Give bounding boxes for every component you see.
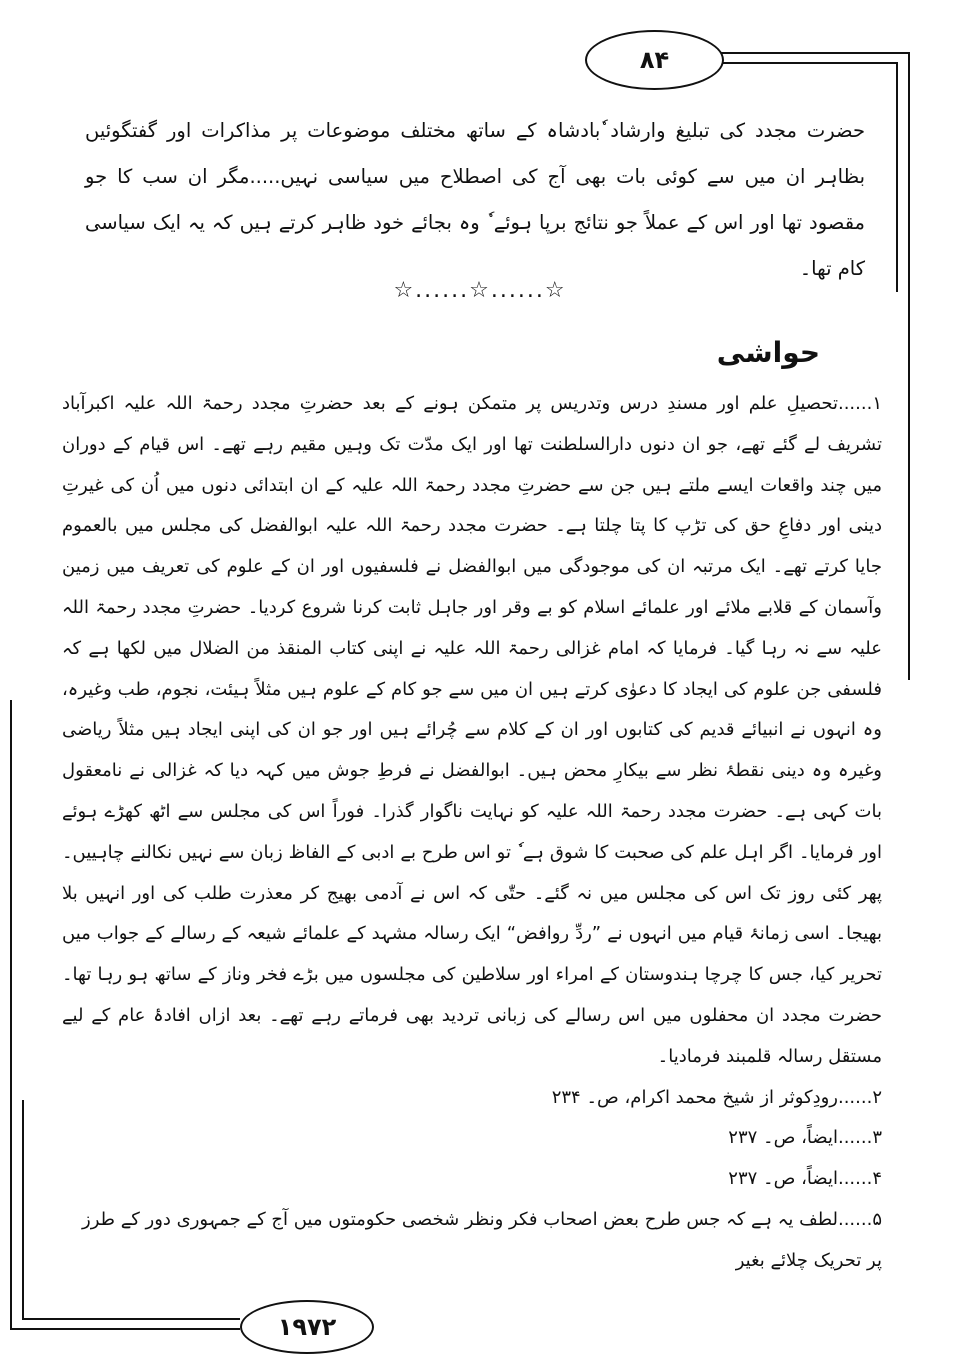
frame-right-inner	[896, 62, 898, 292]
footnote-1	[62, 384, 882, 1078]
footnotes-list	[62, 384, 882, 1282]
page-number-bottom	[240, 1300, 374, 1354]
frame-left-inner	[22, 1100, 24, 1318]
footnote-4-text: ایضاً، ص۔ ۲۳۷	[728, 1168, 838, 1190]
frame-right-outer	[908, 52, 910, 680]
frame-bottom-line	[10, 1328, 240, 1330]
frame-top-line-inner	[720, 62, 898, 64]
footnote-5	[62, 1200, 882, 1282]
footnote-3	[62, 1118, 882, 1159]
footnote-1-text: تحصیلِ علم اور مسندِ درس وتدریس پر متمکن ہونے کے بعد حضرتِ مجدد رحمۃ اللہ علیہ اکبرآباد تشریف لے گئے تھے، جو ان دنوں دارالسلطنت تھا اور ایک مدّت تک وہیں مقیم رہے تھے۔ اس قیام کے دوران میں چند واقعات ایسے ملتے ہیں جن سے حضرتِ مجدد رحمۃ اللہ علیہ کے ان ابتدائی دنوں میں اُن کی غیرتِ دینی اور دفاعِ حق کی تڑپ کا پتا چلتا ہے۔ حضرت مجدد رحمۃ اللہ علیہ ابوالفضل کی مجلس میں بالعموم جایا کرتے تھے۔ ایک مرتبہ ان کی موجودگی میں ابوالفضل نے فلسفیوں اور ان کے علوم کی تعریف میں زمین وآسمان کے قلابے ملائے اور علمائے اسلام کو بے وقر اور جاہل ثابت کرنا شروع کردیا۔ حضرتِ مجدد رحمۃ اللہ علیہ سے نہ رہا گیا۔ فرمایا کہ امام غزالی رحمۃ اللہ علیہ نے اپنی کتاب المنقذ من الضلال میں لکھا ہے کہ فلسفی جن علوم کی ایجاد کا دعوٰی کرتے ہیں ان میں سے جو کام کے علوم ہیں مثلاً ہیئت، نجوم، طب وغیرہ، وہ انہوں نے انبیائے قدیم کی کتابوں اور ان کے کلام سے چُرائے ہیں اور جو ان کی اپنی ایجاد ہیں مثلاً ریاضی وغیرہ وہ دینی نقطۂ نظر سے بیکارِ محض ہیں۔ ابوالفضل نے فرطِ جوش میں کہہ دیا کہ غزالی نے نامعقول بات کہی ہے۔ حضرت مجدد رحمۃ اللہ علیہ کو نہایت ناگوار گذرا۔ فوراً اس کی مجلس سے اٹھ کھڑے ہوئے اور فرمایا۔ اگر اہل علم کی صحبت کا شوق ہے ٗ تو اس طرح بے ادبی کے الفاظ زبان سے نہیں نکالنے چاہییں۔ پھر کئی روز تک اس کی مجلس میں نہ گئے۔ حتّٰی کہ اس نے آدمی بھیج کر معذرت طلب کی اور انہیں بلا بھیجا۔ اسی زمانۂ قیام میں انہوں نے ”ردِّ روافض“ ایک رسالہ مشہد کے علمائے شیعہ کے رسالے کے جواب میں تحریر کیا، جس کا چرچا ہندوستان کے امراء اور سلاطین کی مجلسوں میں بڑے فخر وناز کے ساتھ ہو رہا تھا۔ حضرت مجدد ان محفلوں میں اس رسالے کی زبانی تردید بھی فرماتے رہے تھے۔ بعد ازاں افادۂ عام کے لیے مستقل رسالہ قلمبند فرمادیا۔	[62, 393, 882, 1067]
footnote-2-number: ۲......	[837, 1086, 882, 1108]
frame-left-outer	[10, 700, 12, 1328]
footnote-2	[62, 1078, 882, 1119]
footnote-1-number: ۱......	[837, 393, 882, 414]
footnote-3-number: ۳......	[837, 1127, 882, 1149]
footnote-5-number: ۵......	[837, 1208, 882, 1230]
footnote-4-number: ۴......	[837, 1168, 882, 1190]
footnote-4	[62, 1159, 882, 1200]
page-number-bottom-text: ۱۹۷۲	[277, 1313, 337, 1341]
page-number-top-text: ۸۴	[639, 46, 670, 74]
footnote-3-text: ایضاً، ص۔ ۲۳۷	[728, 1127, 838, 1149]
footnote-2-text: رودِکوثر از شیخ محمد اکرام، ص۔ ۲۳۴	[551, 1086, 838, 1108]
body-paragraph: حضرت مجدد کی تبلیغ وارشاد ٗبادشاہ کے ساتھ مختلف موضوعات پر مذاکرات اور گفتگوئیں بظاہر ان میں سے کوئی بات بھی آج کی اصطلاح میں سیاسی نہیں.....مگر ان سب کا جو مقصود تھا اور اس کے عملاً جو نتائج برپا ہوئے ٗ وہ بجائے خود ظاہر کرتے ہیں کہ یہ ایک سیاسی کام تھا۔	[85, 119, 865, 280]
footnotes-heading: حواشی	[716, 336, 820, 369]
frame-bottom-line-inner	[22, 1318, 240, 1320]
footnote-5-text: لطف یہ ہے کہ جس طرح بعض اصحاب فکر ونظر شخصی حکومتوں میں آج کے جمہوری دور کے طرز پر تحریک چلائے بغیر	[82, 1208, 882, 1271]
frame-top-line	[720, 52, 910, 54]
section-separator: ☆......☆......☆	[393, 278, 567, 303]
page-number-top	[585, 30, 724, 90]
